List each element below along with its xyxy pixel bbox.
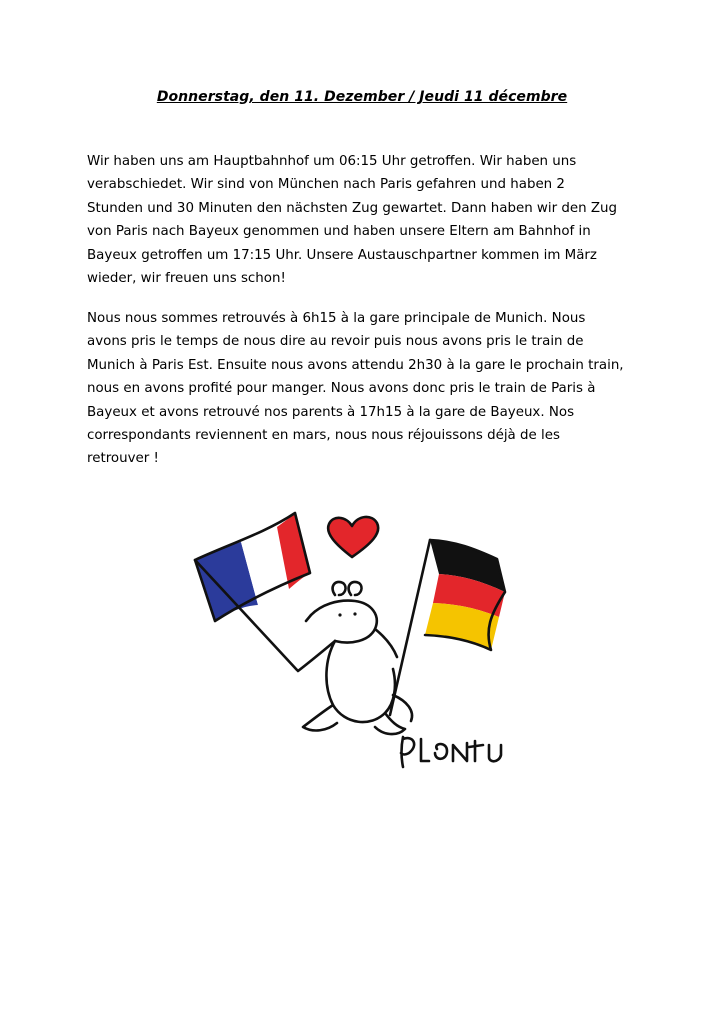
paragraph-french xyxy=(87,307,647,471)
text-line: correspondants reviennent en mars, nous nous réjouissons déjà de les xyxy=(87,428,560,444)
mouse-eye-left xyxy=(338,613,341,616)
german-flag-icon xyxy=(390,540,505,715)
text-line: von Paris nach Bayeux genommen und haben unsere Eltern am Bahnhof in xyxy=(87,224,591,240)
mouse-ear-left xyxy=(333,582,346,595)
text-line: Stunden und 30 Minuten den nächsten Zug gewartet. Dann haben wir den Zug xyxy=(87,200,618,216)
mouse-icon xyxy=(298,582,412,734)
text-line: Wir haben uns am Hauptbahnhof um 06:15 Uhr getroffen. Wir haben uns xyxy=(87,154,577,169)
text-line: Munich à Paris Est. Ensuite nous avons attendu 2h30 à la gare le prochain train, xyxy=(87,357,624,373)
mouse-tail xyxy=(393,695,412,721)
text-line: Bayeux et avons retrouvé nos parents à 17h15 à la gare de Bayeux. Nos xyxy=(87,404,575,420)
text-line: wieder, wir freuen uns schon! xyxy=(87,271,286,287)
mouse-with-flags-illustration xyxy=(185,505,520,780)
mouse-eye-right xyxy=(353,612,356,615)
document-title: Donnerstag, den 11. Dezember / Jeudi 11 décembre xyxy=(156,89,568,105)
mouse-body xyxy=(326,641,395,722)
text-line: retrouver ! xyxy=(87,451,159,467)
text-line: verabschiedet. Wir sind von München nach Paris gefahren und haben 2 xyxy=(87,177,565,193)
text-line: nous en avons profité pour manger. Nous avons donc pris le train de Paris à xyxy=(87,381,596,397)
paragraph-german xyxy=(87,150,647,290)
text-line: avons pris le temps de nous dire au revoir puis nous avons pris le train de xyxy=(87,334,584,350)
mouse-ear-right xyxy=(349,582,362,595)
mouse-nose xyxy=(306,615,311,621)
text-line: Nous nous sommes retrouvés à 6h15 à la gare principale de Munich. Nous xyxy=(87,311,586,326)
mouse-foot-left xyxy=(303,705,337,730)
french-flag-icon xyxy=(195,513,310,670)
mouse-arm-right xyxy=(375,629,397,657)
artist-signature xyxy=(401,737,501,767)
text-line: Bayeux getroffen um 17:15 Uhr. Unsere Austauschpartner kommen im März xyxy=(87,247,597,263)
mouse-head xyxy=(311,601,377,643)
heart-icon xyxy=(328,517,378,557)
